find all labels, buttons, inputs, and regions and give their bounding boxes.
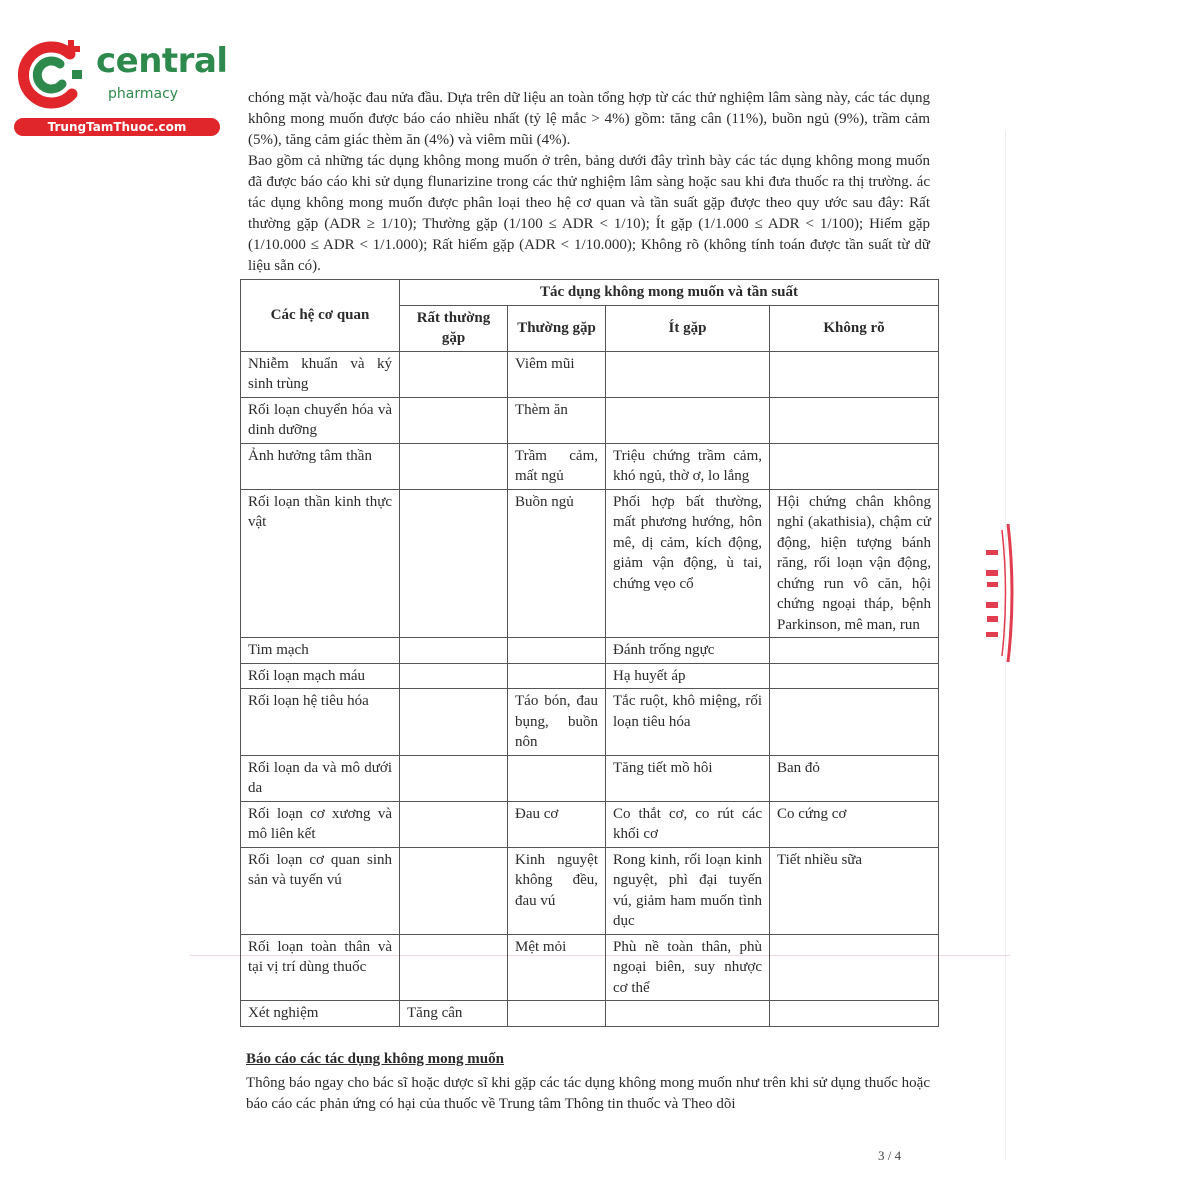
- cell-unknown: [770, 689, 939, 756]
- cell-organ: Rối loạn hệ tiêu hóa: [241, 689, 400, 756]
- cell-uncommon: Phối hợp bất thường, mất phương hướng, hôn mê, dị cảm, kích động, giảm vận động, ù tai, chứng vẹo cổ: [606, 489, 770, 638]
- table-row: [241, 489, 939, 638]
- cell-uncommon: [606, 1001, 770, 1027]
- cell-common: [508, 755, 606, 801]
- cell-very-common: [400, 351, 508, 397]
- cell-uncommon: Đánh trống ngực: [606, 638, 770, 664]
- cell-uncommon: Triệu chứng trầm cảm, khó ngủ, thờ ơ, lo lắng: [606, 443, 770, 489]
- cell-unknown: Ban đỏ: [770, 755, 939, 801]
- table-row: [241, 397, 939, 443]
- cell-common: Kinh nguyệt không đều, đau vú: [508, 847, 606, 934]
- cell-common: Thèm ăn: [508, 397, 606, 443]
- cell-organ: Rối loạn chuyển hóa và dinh dưỡng: [241, 397, 400, 443]
- cell-organ: Rối loạn cơ xương và mô liên kết: [241, 801, 400, 847]
- cell-unknown: [770, 397, 939, 443]
- table-row: [241, 663, 939, 689]
- cell-very-common: [400, 443, 508, 489]
- cell-uncommon: Phù nề toàn thân, phù ngoại biên, suy nhược cơ thể: [606, 934, 770, 1001]
- cell-organ: Rối loạn da và mô dưới da: [241, 755, 400, 801]
- cell-uncommon: Co thắt cơ, co rút các khối cơ: [606, 801, 770, 847]
- cell-common: Buồn ngủ: [508, 489, 606, 638]
- cell-very-common: [400, 801, 508, 847]
- cell-common: [508, 1001, 606, 1027]
- pharmacy-cross-icon: [12, 36, 88, 112]
- report-section-title: Báo cáo các tác dụng không mong muốn: [246, 1051, 504, 1067]
- intro-paragraph-1: chóng mặt và/hoặc đau nửa đầu. Dựa trên dữ liệu an toàn tổng hợp từ các thử nghiệm lâm sàng này, các tác dụng không mong muốn được báo cáo nhiều nhất (tỷ lệ mắc > 4%) gồm: tăng cân (11%), buồn ngủ (9%), trầm cảm (5%), tăng cảm giác thèm ăn (4%) và viêm mũi (4%).: [248, 90, 930, 148]
- header-unknown: Không rõ: [770, 305, 939, 351]
- table-row: [241, 755, 939, 801]
- header-effects-frequency: Tác dụng không mong muốn và tần suất: [400, 280, 939, 306]
- cell-very-common: [400, 663, 508, 689]
- table-row: [241, 1001, 939, 1027]
- logo-brand-name: central: [96, 41, 228, 81]
- cell-unknown: Co cứng cơ: [770, 801, 939, 847]
- cell-very-common: [400, 489, 508, 638]
- central-pharmacy-logo[interactable]: [12, 36, 228, 136]
- cell-unknown: Hội chứng chân không nghỉ (akathisia), chậm cử động, hiện tượng bánh răng, rối loạn vận động, chứng run vô căn, hội chứng ngoại tháp, bệnh Parkinson, mê man, run: [770, 489, 939, 638]
- cell-unknown: [770, 638, 939, 664]
- intro-paragraph-2: Bao gồm cả những tác dụng không mong muốn ở trên, bảng dưới đây trình bày các tác dụng không mong muốn đã được báo cáo khi sử dụng flunarizine trong các thử nghiệm lâm sàng hoặc sau khi đưa thuốc ra thị trường. ác tác dụng không mong muốn được phân loại theo hệ cơ quan và tần suất gặp được theo quy ước sau đây: Rất thường gặp (ADR ≥ 1/10); Thường gặp (1/100 ≤ ADR < 1/10); Ít gặp (1/1.000 ≤ ADR < 1/100); Hiếm gặp (1/10.000 ≤ ADR < 1/1.000); Rất hiếm gặp (ADR < 1/10.000); Không rõ (không tính toán được tần suất từ dữ liệu sẵn có).: [248, 153, 930, 274]
- cell-organ: Rối loạn cơ quan sinh sản và tuyến vú: [241, 847, 400, 934]
- cell-very-common: [400, 689, 508, 756]
- cell-organ: Tim mạch: [241, 638, 400, 664]
- table-row: [241, 934, 939, 1001]
- cell-very-common: Tăng cân: [400, 1001, 508, 1027]
- table-row: [241, 351, 939, 397]
- cell-unknown: [770, 443, 939, 489]
- cell-organ: Ảnh hưởng tâm thần: [241, 443, 400, 489]
- cell-common: [508, 638, 606, 664]
- header-uncommon: Ít gặp: [606, 305, 770, 351]
- table-row: [241, 801, 939, 847]
- cell-organ: Xét nghiệm: [241, 1001, 400, 1027]
- table-header-row-1: [241, 280, 939, 306]
- cell-common: Trầm cảm, mất ngủ: [508, 443, 606, 489]
- cell-unknown: [770, 1001, 939, 1027]
- logo-site-url: TrungTamThuoc.com: [14, 118, 220, 136]
- table-row: [241, 638, 939, 664]
- cell-uncommon: Tắc ruột, khô miệng, rối loạn tiêu hóa: [606, 689, 770, 756]
- cell-very-common: [400, 397, 508, 443]
- cell-common: [508, 663, 606, 689]
- table-row: [241, 847, 939, 934]
- cell-very-common: [400, 847, 508, 934]
- intro-text: [248, 88, 930, 277]
- cell-organ: Rối loạn mạch máu: [241, 663, 400, 689]
- cell-very-common: [400, 755, 508, 801]
- header-common: Thường gặp: [508, 305, 606, 351]
- table-row: [241, 443, 939, 489]
- cell-common: Đau cơ: [508, 801, 606, 847]
- cell-uncommon: Rong kinh, rối loạn kinh nguyệt, phì đại tuyến vú, giảm ham muốn tình dục: [606, 847, 770, 934]
- logo-brand-sub: pharmacy: [108, 86, 179, 102]
- cell-unknown: [770, 351, 939, 397]
- cell-organ: Rối loạn thần kinh thực vật: [241, 489, 400, 638]
- header-very-common: Rất thường gặp: [400, 305, 508, 351]
- company-stamp-fragment: [982, 520, 1016, 666]
- report-section-text: Thông báo ngay cho bác sĩ hoặc dược sĩ khi gặp các tác dụng không mong muốn như trên khi sử dụng thuốc hoặc báo cáo các phản ứng có hại của thuốc về Trung tâm Thông tin thuốc và Theo dõi: [246, 1075, 930, 1112]
- cell-uncommon: Hạ huyết áp: [606, 663, 770, 689]
- cell-very-common: [400, 638, 508, 664]
- cell-organ: Nhiễm khuẩn và ký sinh trùng: [241, 351, 400, 397]
- table-row: [241, 689, 939, 756]
- cell-uncommon: [606, 397, 770, 443]
- cell-uncommon: [606, 351, 770, 397]
- cell-common: Mệt mỏi: [508, 934, 606, 1001]
- cell-uncommon: Tăng tiết mồ hôi: [606, 755, 770, 801]
- page-number: 3 / 4: [878, 1148, 902, 1163]
- cell-very-common: [400, 934, 508, 1001]
- cell-common: Táo bón, đau bụng, buồn nôn: [508, 689, 606, 756]
- cell-unknown: [770, 663, 939, 689]
- adverse-effects-table: [240, 279, 939, 1027]
- cell-unknown: [770, 934, 939, 1001]
- header-organ-system: Các hệ cơ quan: [241, 280, 400, 352]
- cell-unknown: Tiết nhiều sữa: [770, 847, 939, 934]
- cell-organ: Rối loạn toàn thân và tại vị trí dùng thuốc: [241, 934, 400, 1001]
- cell-common: Viêm mũi: [508, 351, 606, 397]
